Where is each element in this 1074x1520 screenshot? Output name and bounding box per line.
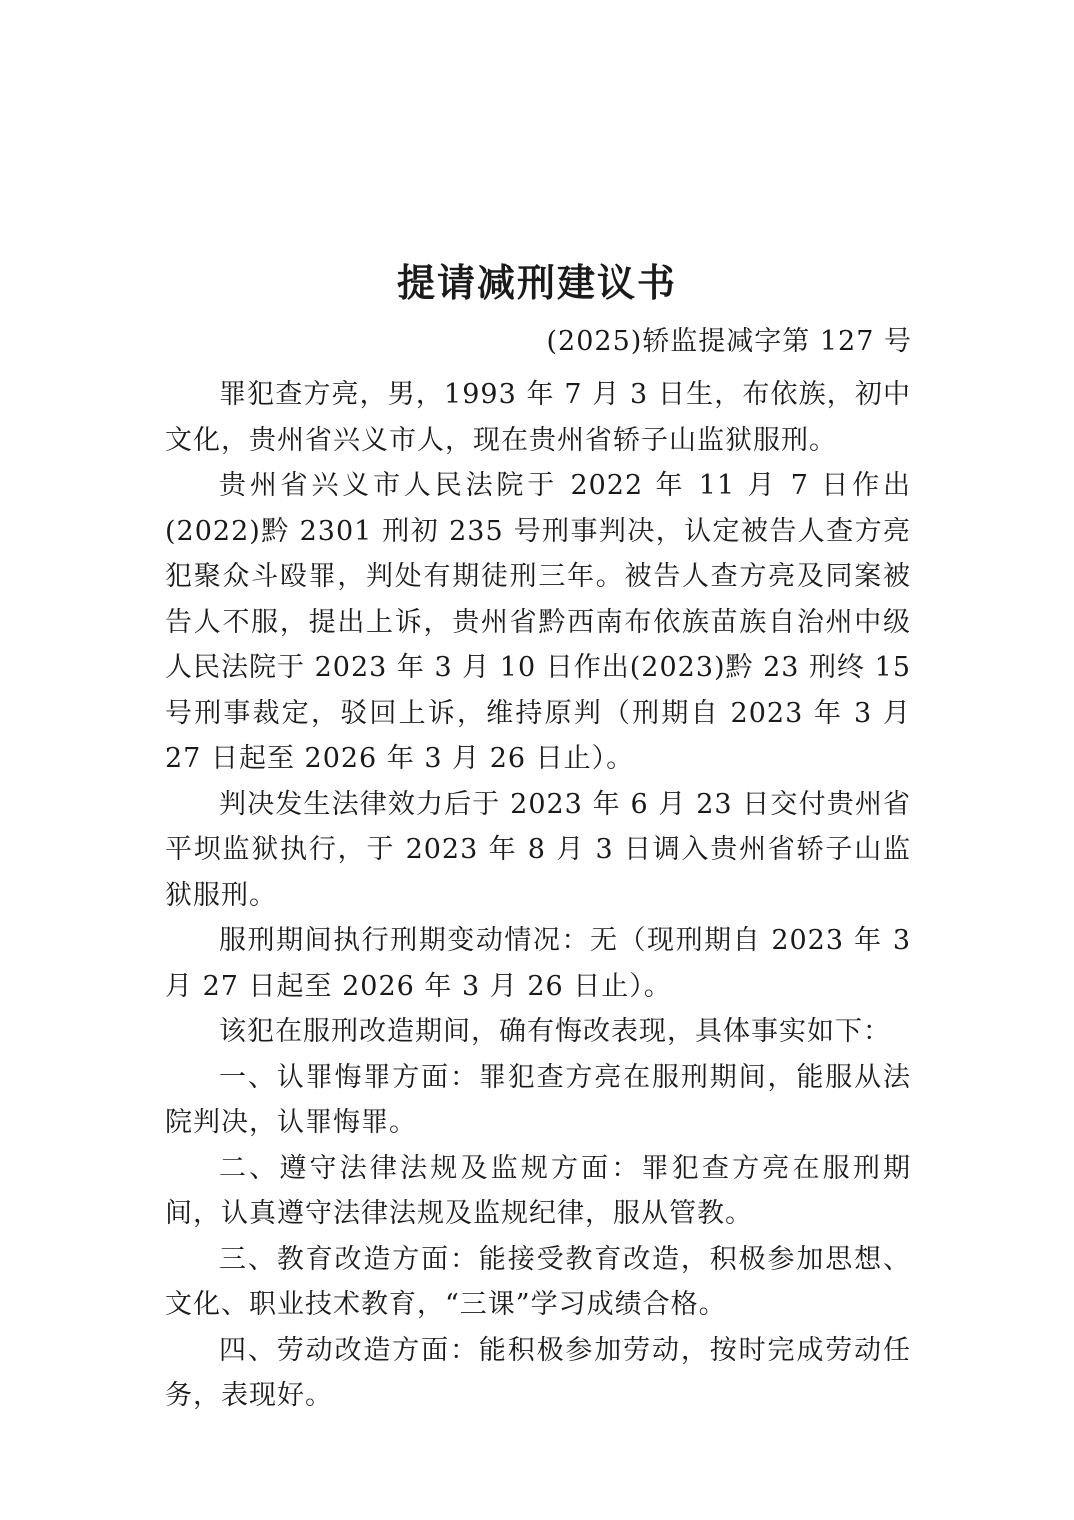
paragraph-judgment: 贵州省兴义市人民法院于 2022 年 11 月 7 日作出(2022)黔 2301 刑初 235 号刑事判决，认定被告人查方亮犯聚众斗殴罪，判处有期徒刑三年。被告人查方亮及同案被告人不服，提出上诉，贵州省黔西南布依族苗族自治州中级人民法院于 2023 年 3 月 10 日作出(2023)黔 23 刑终 15 号刑事裁定，驳回上诉，维持原判（刑期自 2023 年 3 月 27 日起至 2026 年 3 月 26 日止）。 xyxy=(165,470,911,774)
paragraph-fact-1: 一、认罪悔罪方面：罪犯查方亮在服刑期间，能服从法院判决，认罪悔罪。 xyxy=(165,1061,911,1138)
paragraph-execution: 判决发生法律效力后于 2023 年 6 月 23 日交付贵州省平坝监狱执行，于 2023 年 8 月 3 日调入贵州省轿子山监狱服刑。 xyxy=(165,788,911,911)
paragraph-fact-2: 二、遵守法律法规及监规方面：罪犯查方亮在服刑期间，认真遵守法律法规及监规纪律，服从管教。 xyxy=(165,1152,911,1229)
paragraph-fact-4: 四、劳动改造方面：能积极参加劳动，按时完成劳动任务，表现好。 xyxy=(165,1334,911,1411)
document-body xyxy=(165,372,911,1419)
paragraph-sentence-change: 服刑期间执行刑期变动情况：无（现刑期自 2023 年 3 月 27 日起至 2026 年 3 月 26 日止）。 xyxy=(165,925,911,1002)
paragraph-repentance-intro: 该犯在服刑改造期间，确有悔改表现，具体事实如下： xyxy=(219,1016,891,1047)
document-number: (2025)轿监提减字第 127 号 xyxy=(546,326,912,357)
document-title: 提请减刑建议书 xyxy=(396,260,677,305)
paragraph-fact-3: 三、教育改造方面：能接受教育改造，积极参加思想、文化、职业技术教育，“三课”学习成绩合格。 xyxy=(165,1243,911,1320)
paragraph-criminal-info: 罪犯查方亮，男，1993 年 7 月 3 日生，布依族，初中文化，贵州省兴义市人，现在贵州省轿子山监狱服刑。 xyxy=(165,379,911,456)
